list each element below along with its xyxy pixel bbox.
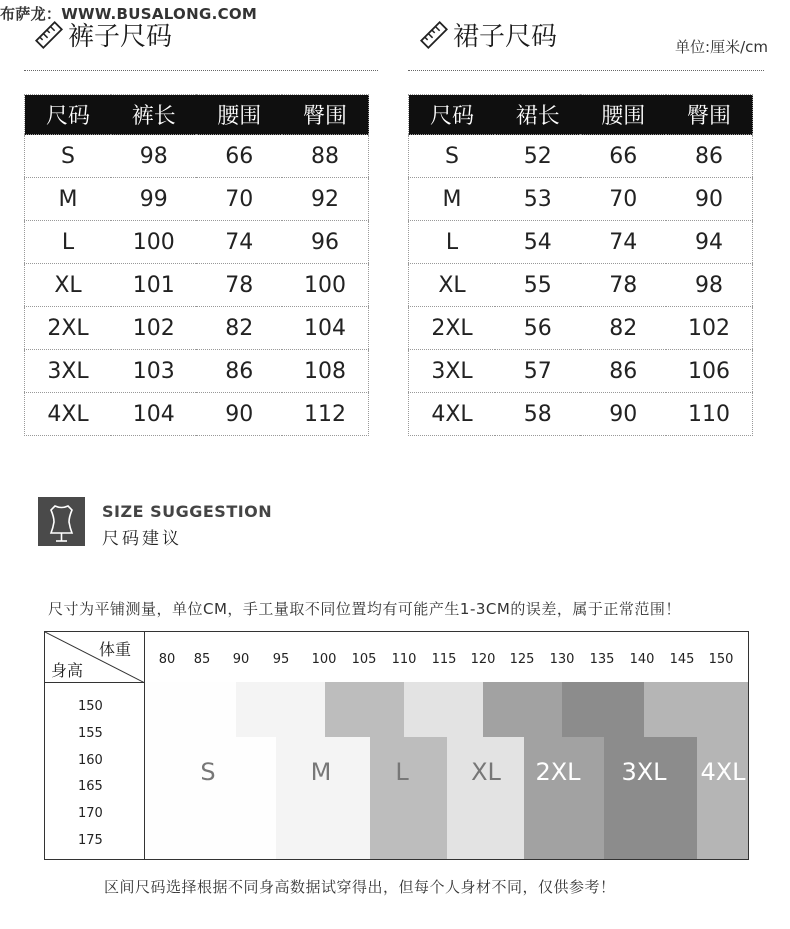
table-cell: 102 — [111, 307, 197, 350]
size-zone-label: XL — [471, 758, 501, 786]
weight-tick-label: 90 — [232, 652, 250, 667]
weight-tick-label: 100 — [311, 652, 337, 667]
table-cell: 103 — [111, 350, 197, 393]
size-zone-block — [236, 682, 325, 737]
table-row — [409, 393, 753, 436]
table-cell: 102 — [666, 307, 753, 350]
table-cell: 2XL — [409, 307, 495, 350]
table-cell: 74 — [196, 221, 282, 264]
size-zone-block — [697, 737, 749, 860]
table-cell: 86 — [580, 350, 666, 393]
weight-tick-label: 130 — [549, 652, 575, 667]
divider — [408, 70, 764, 71]
table-cell: 70 — [580, 178, 666, 221]
size-zone-label: 3XL — [621, 758, 667, 786]
table-cell: 99 — [111, 178, 197, 221]
mannequin-icon — [38, 497, 85, 546]
size-suggestion-title-en: SIZE SUGGESTION — [102, 502, 273, 521]
height-tick-label: 160 — [78, 753, 103, 768]
divider — [24, 70, 378, 71]
size-zone-block — [483, 682, 562, 737]
table-cell: 112 — [282, 393, 369, 436]
table-cell: 82 — [196, 307, 282, 350]
weight-tick-label: 95 — [272, 652, 290, 667]
table-header-row — [25, 95, 369, 135]
table-row — [25, 307, 369, 350]
size-zone-block — [524, 737, 604, 860]
size-zone-block — [562, 682, 644, 737]
size-zone-label: S — [200, 758, 216, 786]
table-cell: 90 — [580, 393, 666, 436]
table-row — [25, 264, 369, 307]
size-zone-block — [447, 737, 524, 860]
size-zone-block — [236, 737, 276, 860]
size-zone-block — [145, 682, 236, 860]
weight-tick-label: 110 — [391, 652, 417, 667]
size-zone-label: L — [395, 758, 409, 786]
skirt-title — [419, 16, 557, 53]
measurement-note: 尺寸为平铺测量，单位CM，手工量取不同位置均有可能产生1-3CM的误差，属于正常范围！ — [48, 600, 681, 618]
table-cell: 90 — [666, 178, 753, 221]
height-tick-label: 155 — [78, 726, 103, 741]
ruler-icon — [34, 19, 64, 51]
column-header: 腰围 — [580, 95, 666, 135]
table-cell: 3XL — [409, 350, 495, 393]
table-row — [25, 178, 369, 221]
weight-axis-label: 体重 — [99, 640, 132, 659]
height-tick-label: 150 — [78, 699, 103, 714]
table-cell: 66 — [580, 135, 666, 178]
size-zone-block — [325, 682, 404, 737]
table-cell: 78 — [580, 264, 666, 307]
table-cell: 86 — [666, 135, 753, 178]
unit-label: 单位:厘米/cm — [675, 38, 768, 56]
table-row — [409, 135, 753, 178]
table-cell: 98 — [666, 264, 753, 307]
table-row — [409, 350, 753, 393]
weight-tick-label: 125 — [509, 652, 535, 667]
column-header: 尺码 — [25, 95, 111, 135]
table-row — [25, 135, 369, 178]
table-row — [25, 221, 369, 264]
table-cell: 100 — [111, 221, 197, 264]
size-suggestion-title-cn: 尺码建议 — [102, 529, 182, 549]
table-cell: 101 — [111, 264, 197, 307]
pants-title-text: 裤子尺码 — [68, 22, 173, 52]
column-header: 裙长 — [495, 95, 581, 135]
table-cell: 88 — [282, 135, 369, 178]
table-cell: 96 — [282, 221, 369, 264]
table-header-row — [409, 95, 753, 135]
table-cell: L — [25, 221, 111, 264]
table-row — [409, 178, 753, 221]
pants-title — [34, 16, 172, 53]
table-cell: 106 — [666, 350, 753, 393]
table-cell: 54 — [495, 221, 581, 264]
table-row — [25, 350, 369, 393]
table-cell: 4XL — [25, 393, 111, 436]
table-cell: 3XL — [25, 350, 111, 393]
size-zone-block — [644, 682, 749, 737]
table-cell: M — [25, 178, 111, 221]
table-cell: 110 — [666, 393, 753, 436]
height-tick-label: 165 — [78, 779, 103, 794]
weight-tick-label: 120 — [470, 652, 496, 667]
table-cell: 90 — [196, 393, 282, 436]
table-cell: 55 — [495, 264, 581, 307]
size-zone-label: 4XL — [700, 758, 746, 786]
weight-tick-label: 80 — [158, 652, 176, 667]
table-cell: 94 — [666, 221, 753, 264]
table-cell: M — [409, 178, 495, 221]
column-header: 尺码 — [409, 95, 495, 135]
table-cell: 86 — [196, 350, 282, 393]
weight-tick-label: 115 — [431, 652, 457, 667]
disclaimer-note: 区间尺码选择根据不同身高数据试穿得出，但每个人身材不同，仅供参考！ — [104, 878, 616, 896]
table-cell: 104 — [111, 393, 197, 436]
column-header: 臀围 — [282, 95, 369, 135]
table-cell: 74 — [580, 221, 666, 264]
table-cell: 53 — [495, 178, 581, 221]
weight-tick-label: 150 — [708, 652, 734, 667]
table-cell: 100 — [282, 264, 369, 307]
size-zone-block — [404, 682, 483, 737]
table-row — [409, 221, 753, 264]
table-cell: 58 — [495, 393, 581, 436]
size-zone-label: M — [310, 758, 332, 786]
weight-tick-label: 140 — [629, 652, 655, 667]
header-divider — [45, 682, 145, 683]
table-cell: XL — [25, 264, 111, 307]
weight-tick-label: 135 — [589, 652, 615, 667]
table-cell: 70 — [196, 178, 282, 221]
table-cell: 92 — [282, 178, 369, 221]
table-cell: 2XL — [25, 307, 111, 350]
height-tick-label: 175 — [78, 833, 103, 848]
table-cell: 56 — [495, 307, 581, 350]
column-header: 裤长 — [111, 95, 197, 135]
height-tick-label: 170 — [78, 806, 103, 821]
table-cell: 57 — [495, 350, 581, 393]
size-zone-label: 2XL — [535, 758, 581, 786]
ruler-icon — [419, 19, 449, 51]
size-zone-block — [604, 737, 697, 860]
column-header: 腰围 — [196, 95, 282, 135]
watermark: 布萨龙：WWW.BUSALONG.COM — [0, 5, 258, 23]
table-cell: XL — [409, 264, 495, 307]
table-cell: S — [409, 135, 495, 178]
table-row — [25, 393, 369, 436]
table-cell: 98 — [111, 135, 197, 178]
table-cell: 108 — [282, 350, 369, 393]
table-cell: 66 — [196, 135, 282, 178]
skirt-size-table — [408, 94, 753, 436]
table-cell: 78 — [196, 264, 282, 307]
table-cell: 52 — [495, 135, 581, 178]
pants-size-table — [24, 94, 369, 436]
height-axis-label: 身高 — [51, 661, 84, 680]
table-cell: 4XL — [409, 393, 495, 436]
weight-tick-label: 145 — [669, 652, 695, 667]
table-cell: 82 — [580, 307, 666, 350]
table-cell: S — [25, 135, 111, 178]
table-row — [409, 307, 753, 350]
table-row — [409, 264, 753, 307]
weight-tick-label: 105 — [351, 652, 377, 667]
weight-tick-label: 85 — [193, 652, 211, 667]
size-zone-block — [276, 737, 370, 860]
table-cell: 104 — [282, 307, 369, 350]
skirt-title-text: 裙子尺码 — [453, 22, 558, 52]
size-zone-block — [370, 737, 447, 860]
column-header: 臀围 — [666, 95, 753, 135]
size-recommendation-chart — [44, 631, 749, 860]
table-cell: L — [409, 221, 495, 264]
